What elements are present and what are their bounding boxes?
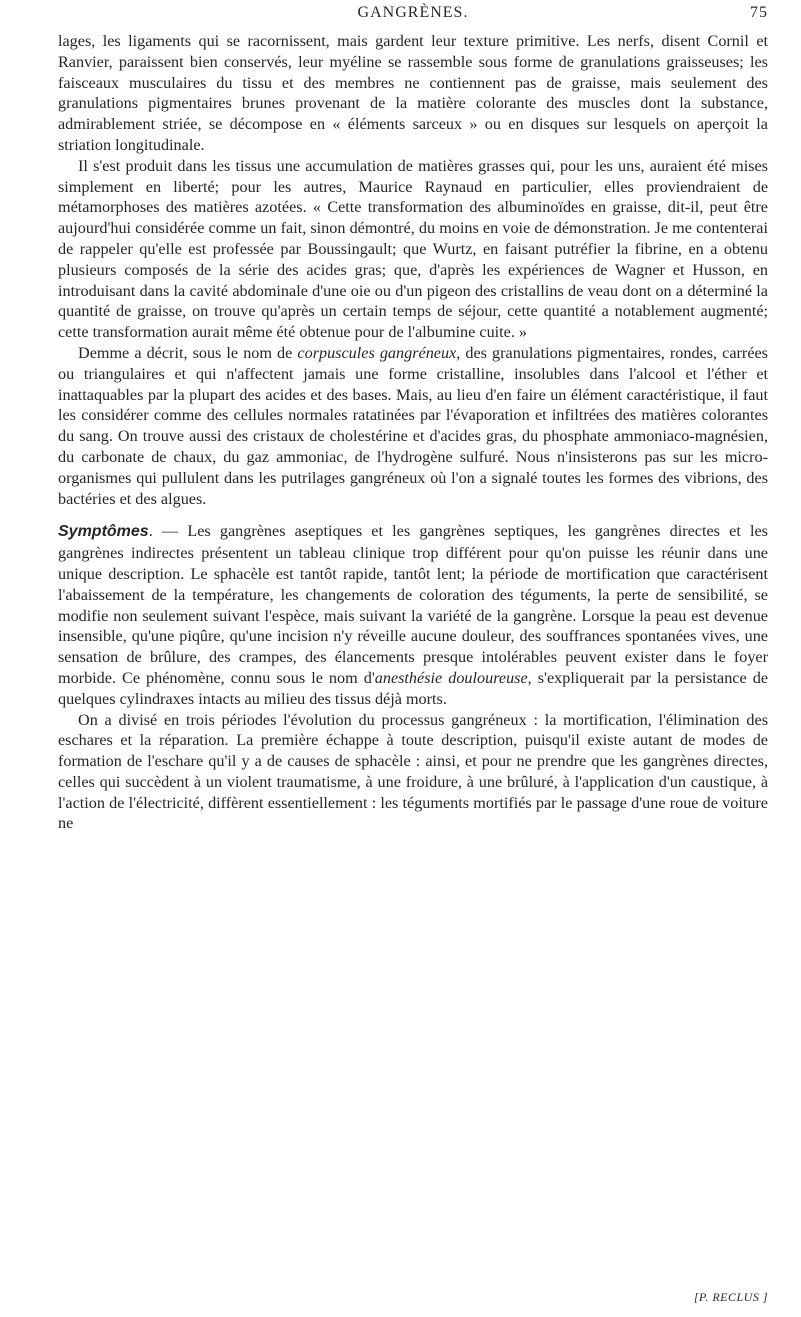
text-run: lages, les ligaments qui se racornissent, mais gardent leur texture primitive. Les nerfs, disent Cornil et Ranvier, paraissent bien conservés, leur myéline se rassemble sous forme de granulations graisseuses; les faisceaux musculaires du tissu et des membres ne contiennent pas de graisse, mais seulement des granulations pigmentaires brunes provenant de la matière colorante des muscles dont la substance, admirablement striée, se décompose en « éléments sarceux » ou en disques sur lesquels on aperçoit la striation longitudinale. (58, 32, 768, 154)
page-number: 75 (750, 4, 768, 21)
author-signature: [P. RECLUS ] (693, 1290, 768, 1304)
running-head (58, 4, 768, 26)
text-run: , s'expliquerait par la persistance de quelques cylindraxes intacts au milieu des tissus déjà morts. (58, 668, 769, 708)
italic-term: anesthésie douloureuse (374, 668, 528, 687)
text-run: On a divisé en trois périodes l'évolution du processus gangréneux : la mortification, l'élimination des eschares et la réparation. La première échappe à toute description, puisqu'il existe autant de modes de formation de l'eschare qu'il y a de causes de sphacèle : ainsi, et pour ne prendre que les gangrènes directes, celles qui succèdent à un violent traumatisme, à une froidure, à une brûluré, à l'application d'un caustique, à l'action de l'électricité, diffèrent essentiellement : les téguments mortifiés par le passage d'une roue de voiture ne (58, 710, 768, 833)
text-run: Demme a décrit, sous le nom de (78, 343, 298, 362)
paragraph (58, 710, 768, 835)
paragraph (58, 31, 768, 156)
text-run: Il s'est produit dans les tissus une accumulation de matières grasses qui, pour les uns, auraient été mises simplement en liberté; pour les autres, Maurice Raynaud en particulier, elles proviendraient de métamorphoses des matières azotées. « Cette transformation des albuminoïdes en graisse, dit-il, peut être aujourd'hui considérée comme un fait, sinon démontré, du moins en voie de démonstration. Je me contenterai de rappeler qu'elle est professée par Boussingault; que Wurtz, en faisant putréfier la fibrine, en a obtenu plusieurs composés de la série des acides gras; que, d'après les expériences de Wagner et Husson, en introduisant dans la cavité abdominale d'une oie ou d'un pigeon des cristallins de veau dont on a déterminé la quantité de graisse, on trouve qu'après un certain temps de séjour, cette quantité a notablement augmenté; cette transformation aurait même été obtenue pour de l'albumine cuite. » (58, 156, 768, 342)
paragraph (58, 343, 768, 509)
section-heading: Symptômes (58, 523, 149, 541)
paragraph (58, 156, 768, 343)
italic-term: corpuscules gangréneux (297, 343, 457, 362)
body-text (58, 31, 768, 834)
text-run: . — Les gangrènes aseptiques et les gangrènes septiques, les gangrènes directes et les gangrènes indirectes présentent un tableau clinique trop différent pour qu'on puisse les réunir dans une unique description. Le sphacèle est tantôt rapide, tantôt lent; la période de mortification que caractérisent l'abaissement de la température, les changements de coloration des téguments, la perte de sensibilité, se modifie non seulement suivant l'espèce, mais suivant la variété de la gangrène. Lorsque la peau est devenue insensible, qu'une piqûre, qu'une incision n'y réveille aucune douleur, des souffrances spontanées vives, une sensation de brûlure, des crampes, des élancements presque intolérables peuvent exister dans le foyer morbide. Ce phénomène, connu sous le nom d' (58, 522, 768, 687)
text-run: , des granulations pigmentaires, rondes, carrées ou triangulaires et qui n'affectent jamais une forme cristalline, insolubles dans l'alcool et l'éther et inattaquables par la plupart des acides et des bases. Mais, au lieu d'en faire un élément caractéristique, il faut les considérer comme des cellules normales ratatinées par l'évaporation et infiltrées des matières colorantes du sang. On trouve aussi des cristaux de cholestérine et d'acides gras, du phosphate ammoniaco-magnésien, du carbonate de chaux, du gaz ammoniac, de l'hydrogène sulfuré. Nous n'insisterons pas sur les micro-organismes qui pullulent dans les putrilages gangréneux où l'on a signalé toutes les formes des vibrions, des bactéries et des algues. (58, 343, 768, 508)
section-paragraph (58, 521, 768, 709)
running-title: GANGRÈNES. (357, 4, 469, 21)
